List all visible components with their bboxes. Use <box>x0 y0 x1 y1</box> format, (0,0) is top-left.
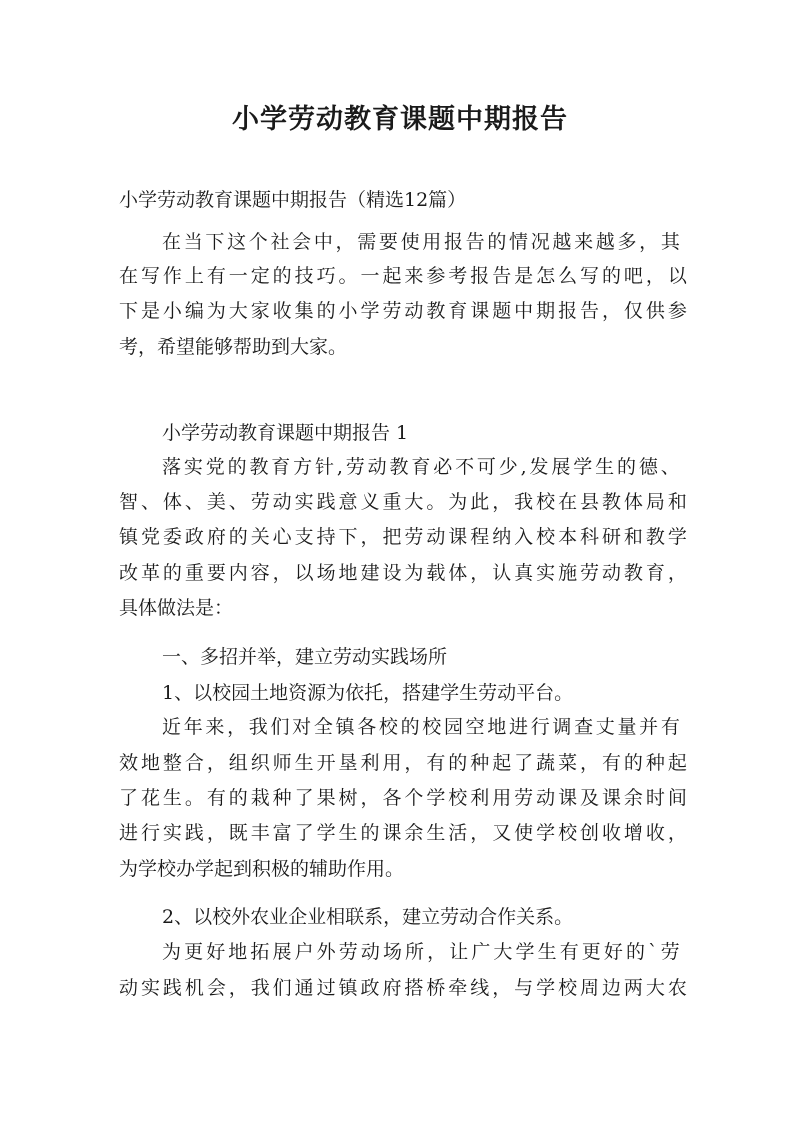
para1-line-3: 镇 党 委 政 府 的 关 心 支 持 下 ， 把 劳 动 课 程 纳 入 校 本 科 研 和 教 学 <box>119 526 687 548</box>
para2-line-1: 近 年 来 ， 我 们 对 全 镇 各 校 的 校 园 空 地 进 行 调 查 丈 量 并 有 <box>162 716 680 738</box>
document-subtitle: 小学劳动教育课题中期报告（精选12篇） <box>119 189 467 211</box>
intro-line-3: 下 是 小 编 为 大 家 收 集 的 小 学 劳 动 教 育 课 题 中 期 报 告 ， 仅 供 参 <box>119 300 687 322</box>
para3-line-2: 动 实 践 机 会 ， 我 们 通 过 镇 政 府 搭 桥 牵 线 ， 与 学 校 周 边 两 大 农 <box>119 977 687 999</box>
sub-point-one: 1、以校园土地资源为依托，搭建学生劳动平台。 <box>162 682 574 704</box>
intro-line-4: 考，希望能够帮助到大家。 <box>119 336 348 358</box>
para2-line-2: 效 地 整 合 ， 组 织 师 生 开 垦 利 用 ， 有 的 种 起 了 蔬 菜 ， 有 的 种 起 <box>119 752 687 774</box>
point-one-heading: 一、多招并举，建立劳动实践场所 <box>162 646 448 668</box>
para1-line-2: 智 、 体 、 美 、 劳 动 实 践 意 义 重 大 。 为 此 ， 我 校 在 县 教 体 局 和 <box>119 491 687 513</box>
para1-line-5: 具体做法是： <box>119 597 234 619</box>
intro-line-2: 在 写 作 上 有 一 定 的 技 巧 。 一 起 来 参 考 报 告 是 怎 么 写 的 吧 ， 以 <box>119 265 687 287</box>
intro-line-1: 在 当 下 这 个 社 会 中 ， 需 要 使 用 报 告 的 情 况 越 来 越 多 ， 其 <box>162 231 680 253</box>
document-title: 小学劳动教育课题中期报告 <box>232 104 568 135</box>
para3-line-1: 为 更 好 地 拓 展 户 外 劳 动 场 所 ， 让 广 大 学 生 有 更 好 的 ` 劳 <box>162 941 680 963</box>
para1-line-1: 落 实 党 的 教 育 方 针 , 劳 动 教 育 必 不 可 少 , 发 展 学 生 的 德 、 <box>162 456 680 478</box>
section-heading: 小学劳动教育课题中期报告 1 <box>162 422 409 444</box>
para2-line-5: 为学校办学起到积极的辅助作用。 <box>119 858 405 880</box>
para2-line-4: 进 行 实 践 ， 既 丰 富 了 学 生 的 课 余 生 活 ， 又 使 学 校 创 收 增 收 ， <box>119 822 687 844</box>
para1-line-4: 改 革 的 重 要 内 容 ， 以 场 地 建 设 为 载 体 ， 认 真 实 施 劳 动 教 育 ， <box>119 562 687 584</box>
para2-line-3: 了 花 生 。 有 的 栽 种 了 果 树 ， 各 个 学 校 利 用 劳 动 课 及 课 余 时 间 <box>119 787 687 809</box>
sub-point-two: 2、以校外农业企业相联系，建立劳动合作关系。 <box>162 906 574 928</box>
